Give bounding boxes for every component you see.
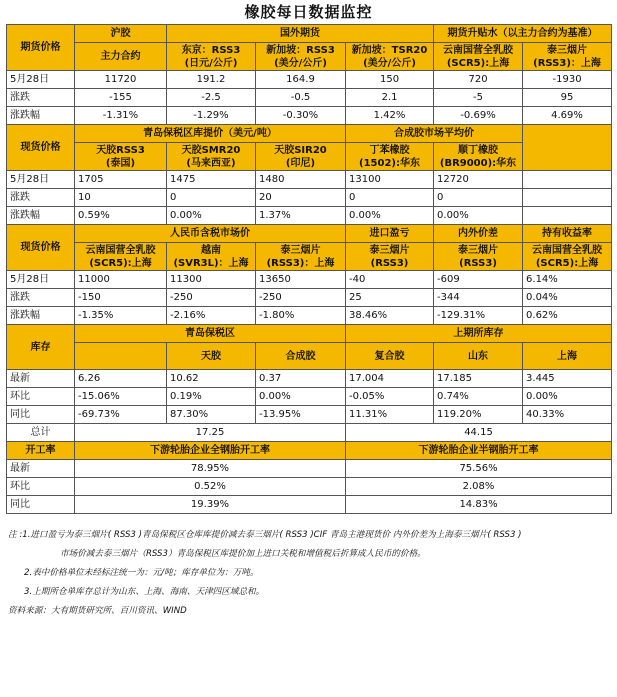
table-cell: 191.2	[167, 71, 256, 89]
rmb-group-carry: 持有收益率	[523, 225, 612, 243]
inventory-group-shfe: 上期所库存	[346, 325, 612, 343]
column-header: 新加坡：RSS3 (美分/公斤)	[256, 43, 346, 71]
column-header: 云南国营全乳胶 (SCR5):上海	[75, 243, 167, 271]
futures-group-foreign: 国外期货	[167, 25, 434, 43]
table-row	[7, 406, 612, 424]
table-cell: 0.00%	[167, 207, 256, 225]
table-cell: 0	[434, 189, 523, 207]
table-cell: -250	[256, 289, 346, 307]
table-cell: 2.08%	[346, 478, 612, 496]
spot-group-qingdao: 青岛保税区库提价（美元/吨）	[75, 125, 346, 143]
table-cell: 11.31%	[346, 406, 434, 424]
table-row	[7, 289, 612, 307]
table-cell: 119.20%	[434, 406, 523, 424]
table-cell: -344	[434, 289, 523, 307]
rubber-monitor-table	[6, 24, 612, 514]
table-cell: -1.29%	[167, 107, 256, 125]
row-label: 5月28日	[7, 271, 75, 289]
row-label: 同比	[7, 496, 75, 514]
table-cell: 0.62%	[523, 307, 612, 325]
column-header: 主力合约	[75, 43, 167, 71]
column-header: 东京：RSS3 (日元/公斤)	[167, 43, 256, 71]
table-cell: 1705	[75, 171, 167, 189]
table-cell: 1480	[256, 171, 346, 189]
table-cell: 0.37	[256, 370, 346, 388]
table-cell: 17.004	[346, 370, 434, 388]
table-row	[7, 89, 612, 107]
column-header: 合成胶	[256, 343, 346, 370]
futures-group-shfe: 沪胶	[75, 25, 167, 43]
empty-cell	[523, 189, 612, 207]
column-header: 天胶	[167, 343, 256, 370]
table-cell: 0	[346, 189, 434, 207]
page-title: 橡胶每日数据监控	[244, 3, 373, 21]
table-row	[7, 388, 612, 406]
note-2: 2.表中价格单位未经标注统一为：元/吨；库存单位为：万吨。	[24, 568, 259, 578]
table-cell: 2.1	[346, 89, 434, 107]
table-cell: 13650	[256, 271, 346, 289]
column-header: 泰三烟片 (RSS3)	[346, 243, 434, 271]
table-row	[7, 271, 612, 289]
rmb-group-spread: 内外价差	[434, 225, 523, 243]
empty-cell	[523, 207, 612, 225]
table-cell: -1.31%	[75, 107, 167, 125]
note-3: 3.上期所仓单库存总计为山东、上海、海南、天津四区域总和。	[24, 587, 265, 597]
table-cell: 10	[75, 189, 167, 207]
table-cell: 0.00%	[256, 388, 346, 406]
table-cell: 0.74%	[434, 388, 523, 406]
column-header: 云南国营全乳胶 (SCR5):上海	[523, 243, 612, 271]
table-cell: 1475	[167, 171, 256, 189]
footnotes	[8, 526, 617, 621]
table-row	[7, 171, 612, 189]
column-header: 复合胶	[346, 343, 434, 370]
table-cell: 1.37%	[256, 207, 346, 225]
table-cell: -2.5	[167, 89, 256, 107]
note-1a: 注 :1.进口盈亏为泰三烟片( RSS3 )青岛保税区仓库库提价减去泰三烟片( RSS3 )CIF 青岛主港现货价 内外价差为上海泰三烟片( RSS3 )	[8, 530, 522, 540]
operating-section-label: 开工率	[7, 442, 75, 460]
inventory-group-qingdao: 青岛保税区	[75, 325, 346, 343]
row-label: 环比	[7, 478, 75, 496]
table-cell: 20	[256, 189, 346, 207]
table-cell: 17.185	[434, 370, 523, 388]
spot-section-label-2: 现货价格	[7, 225, 75, 271]
table-cell: 0.00%	[523, 388, 612, 406]
row-label: 5月28日	[7, 171, 75, 189]
table-cell: 0.52%	[75, 478, 346, 496]
row-label: 环比	[7, 388, 75, 406]
row-label: 涨跌幅	[7, 107, 75, 125]
table-cell: 19.39%	[75, 496, 346, 514]
table-cell: -609	[434, 271, 523, 289]
note-1b: 市场价减去泰三烟片（RSS3）青岛保税区库提价加上进口关税和增值税后折算成人民币的价格。	[60, 549, 426, 559]
table-row	[7, 460, 612, 478]
table-cell: 0	[167, 189, 256, 207]
spot-empty-header	[523, 125, 612, 171]
table-cell: -13.95%	[256, 406, 346, 424]
column-header: 泰三烟片 (RSS3)：上海	[256, 243, 346, 271]
column-header: 泰三烟片 (RSS3)：上海	[523, 43, 612, 71]
table-cell: -69.73%	[75, 406, 167, 424]
empty-cell	[523, 171, 612, 189]
table-cell: 95	[523, 89, 612, 107]
table-cell: 11000	[75, 271, 167, 289]
table-cell: 720	[434, 71, 523, 89]
row-label: 涨跌幅	[7, 207, 75, 225]
data-source: 资料来源：大有期货研究所、百川资讯、WIND	[8, 606, 187, 616]
column-header: 山东	[434, 343, 523, 370]
futures-group-spread: 期货升贴水（以主力合约为基准）	[434, 25, 612, 43]
inventory-total-left: 17.25	[75, 424, 346, 442]
row-label: 5月28日	[7, 71, 75, 89]
inventory-total-label: 总计	[7, 424, 75, 442]
table-cell: -5	[434, 89, 523, 107]
row-label: 涨跌	[7, 89, 75, 107]
table-cell: 78.95%	[75, 460, 346, 478]
table-row	[7, 307, 612, 325]
table-cell: -40	[346, 271, 434, 289]
column-header: 天胶SIR20 (印尼)	[256, 143, 346, 171]
table-cell: 1.42%	[346, 107, 434, 125]
column-header: 天胶SMR20 (马来西亚)	[167, 143, 256, 171]
table-cell: 38.46%	[346, 307, 434, 325]
table-cell: 6.14%	[523, 271, 612, 289]
column-header: 云南国营全乳胶 (SCR5):上海	[434, 43, 523, 71]
table-cell: 150	[346, 71, 434, 89]
table-cell: 164.9	[256, 71, 346, 89]
table-cell: 40.33%	[523, 406, 612, 424]
column-header: 上海	[523, 343, 612, 370]
row-label: 最新	[7, 460, 75, 478]
table-row	[7, 496, 612, 514]
table-row	[7, 478, 612, 496]
table-row	[7, 207, 612, 225]
table-cell: -129.31%	[434, 307, 523, 325]
inventory-section-label: 库存	[7, 325, 75, 370]
futures-section-label: 期货价格	[7, 25, 75, 71]
row-label: 涨跌	[7, 189, 75, 207]
table-cell: 75.56%	[346, 460, 612, 478]
table-cell: 0.04%	[523, 289, 612, 307]
table-cell: -155	[75, 89, 167, 107]
table-cell: 0.19%	[167, 388, 256, 406]
table-cell: 4.69%	[523, 107, 612, 125]
row-label: 最新	[7, 370, 75, 388]
row-label: 涨跌	[7, 289, 75, 307]
table-cell: -2.16%	[167, 307, 256, 325]
table-cell: 13100	[346, 171, 434, 189]
table-cell: 87.30%	[167, 406, 256, 424]
table-cell: -1.80%	[256, 307, 346, 325]
table-row	[7, 107, 612, 125]
table-cell: -0.5	[256, 89, 346, 107]
table-cell: -1.35%	[75, 307, 167, 325]
table-cell: -0.30%	[256, 107, 346, 125]
table-cell: -250	[167, 289, 256, 307]
table-cell: 6.26	[75, 370, 167, 388]
spot-group-synthetic: 合成胶市场平均价	[346, 125, 523, 143]
table-row	[7, 189, 612, 207]
row-label: 涨跌幅	[7, 307, 75, 325]
inventory-total-right: 44.15	[346, 424, 612, 442]
table-row	[7, 71, 612, 89]
rmb-group-market: 人民币含税市场价	[75, 225, 346, 243]
column-header: 新加坡：TSR20 (美分/公斤)	[346, 43, 434, 71]
table-cell: 3.445	[523, 370, 612, 388]
table-cell: -1930	[523, 71, 612, 89]
operating-group-allsteel: 下游轮胎企业全钢胎开工率	[75, 442, 346, 460]
table-cell: -0.69%	[434, 107, 523, 125]
row-label: 同比	[7, 406, 75, 424]
column-header: 泰三烟片 (RSS3)	[434, 243, 523, 271]
column-header: 顺丁橡胶 (BR9000):华东	[434, 143, 523, 171]
table-cell: 11300	[167, 271, 256, 289]
empty-header	[75, 343, 167, 370]
rmb-group-import: 进口盈亏	[346, 225, 434, 243]
table-cell: 25	[346, 289, 434, 307]
table-cell: 14.83%	[346, 496, 612, 514]
column-header: 丁苯橡胶 (1502):华东	[346, 143, 434, 171]
table-cell: 0.59%	[75, 207, 167, 225]
table-row	[7, 370, 612, 388]
spot-section-label: 现货价格	[7, 125, 75, 171]
table-cell: 10.62	[167, 370, 256, 388]
table-cell: -150	[75, 289, 167, 307]
table-cell: -0.05%	[346, 388, 434, 406]
column-header: 天胶RSS3 (泰国)	[75, 143, 167, 171]
table-cell: 0.00%	[346, 207, 434, 225]
operating-group-semisteel: 下游轮胎企业半钢胎开工率	[346, 442, 612, 460]
table-cell: 12720	[434, 171, 523, 189]
table-cell: -15.06%	[75, 388, 167, 406]
column-header: 越南 (SVR3L)：上海	[167, 243, 256, 271]
table-cell: 11720	[75, 71, 167, 89]
table-cell: 0.00%	[434, 207, 523, 225]
